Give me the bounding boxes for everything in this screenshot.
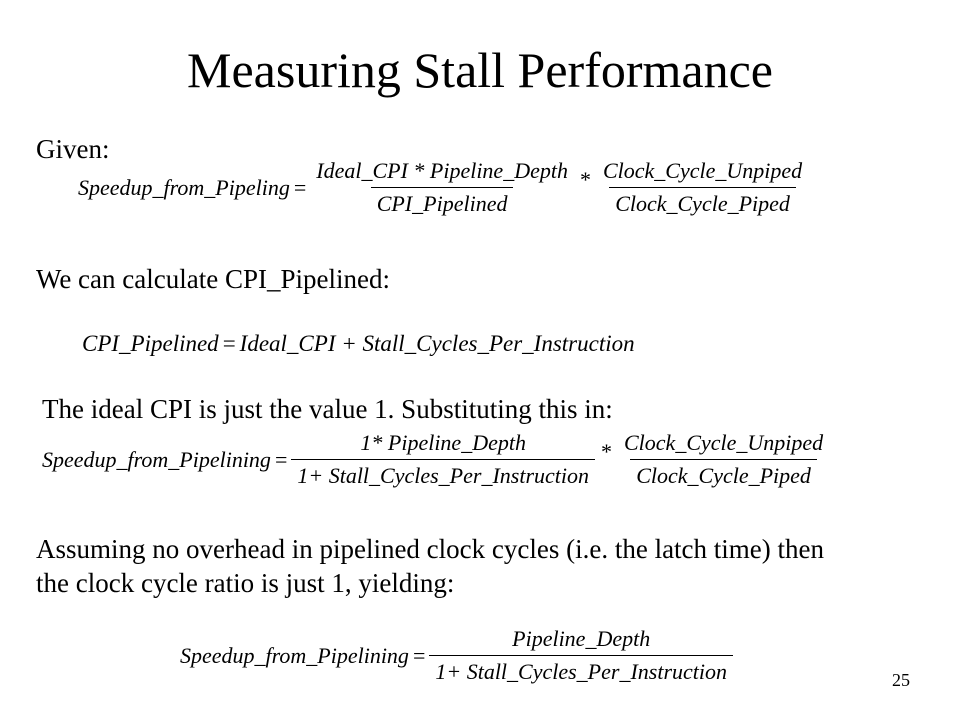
eq3-lhs: Speedup_from_Pipelining	[42, 446, 271, 472]
eq3-equals: =	[274, 446, 288, 472]
eq3-frac2-numerator: Clock_Cycle_Unpiped	[624, 430, 824, 455]
slide-title: Measuring Stall Performance	[187, 42, 773, 98]
eq3-frac1-denominator: 1+ Stall_Cycles_Per_Instruction	[291, 459, 595, 489]
page-number: 25	[892, 670, 910, 690]
eq4-equals: =	[412, 642, 426, 668]
eq1-frac1-numerator: Ideal_CPI * Pipeline_Depth	[316, 158, 568, 183]
given-label: Given:	[36, 134, 110, 164]
eq1-fraction-2	[597, 158, 808, 217]
eq1-lhs: Speedup_from_Pipeling	[78, 174, 290, 200]
ideal-cpi-text: The ideal CPI is just the value 1. Substituting this in:	[42, 394, 613, 424]
assumption-text: Assuming no overhead in pipelined clock cycles (i.e. the latch time) then the clock cycle ratio is just 1, yielding:	[36, 534, 825, 598]
eq4-fraction	[429, 626, 733, 685]
eq4-lhs: Speedup_from_Pipelining	[180, 642, 409, 668]
eq4-numerator: Pipeline_Depth	[512, 626, 651, 651]
eq3-fraction-1	[291, 430, 595, 489]
equation-speedup-general	[78, 158, 808, 217]
equation-speedup-substituted	[42, 430, 829, 489]
calculate-text: We can calculate CPI_Pipelined:	[36, 264, 390, 294]
eq2-rhs: Ideal_CPI + Stall_Cycles_Per_Instruction	[239, 331, 635, 356]
eq4-denominator: 1+ Stall_Cycles_Per_Instruction	[429, 655, 733, 685]
equation-speedup-final	[180, 626, 733, 685]
eq1-fraction-1	[310, 158, 574, 217]
eq1-equals: =	[293, 174, 307, 200]
eq3-frac1-numerator: 1* Pipeline_Depth	[360, 430, 526, 455]
eq1-frac1-denominator: CPI_Pipelined	[371, 187, 514, 217]
eq3-frac2-denominator: Clock_Cycle_Piped	[630, 459, 817, 489]
eq2-equals: =	[222, 331, 236, 356]
eq1-times: *	[579, 166, 591, 192]
eq1-frac2-numerator: Clock_Cycle_Unpiped	[602, 158, 803, 183]
eq2-lhs: CPI_Pipelined	[82, 331, 219, 356]
eq3-fraction-2	[618, 430, 829, 489]
eq3-times: *	[601, 438, 612, 464]
eq1-frac2-denominator: Clock_Cycle_Piped	[609, 187, 796, 217]
equation-cpi-pipelined	[82, 330, 635, 358]
